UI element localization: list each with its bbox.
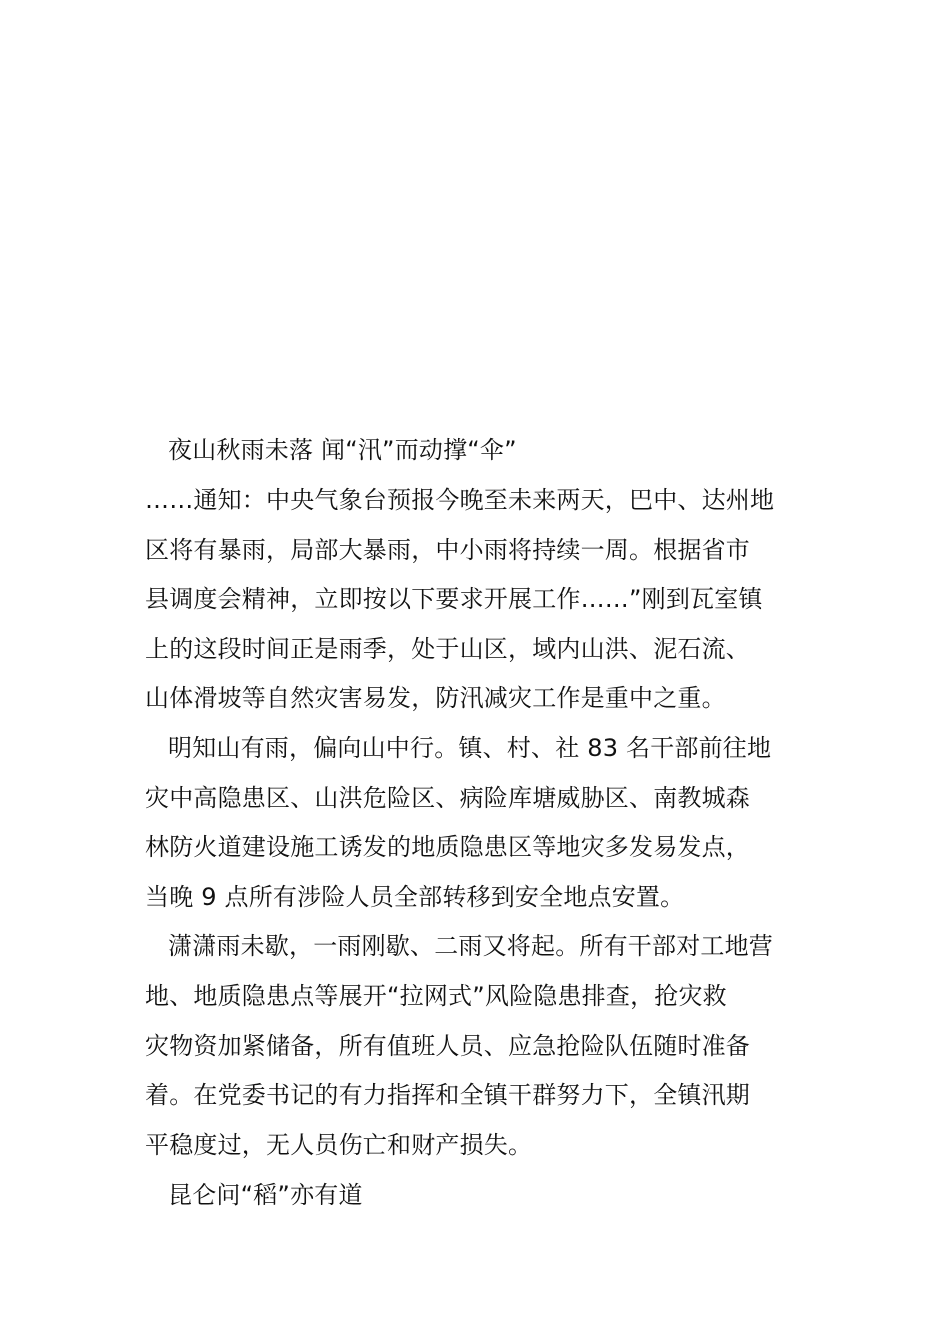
- text-line: 县调度会精神，立即按以下要求开展工作……”刚到瓦室镇: [145, 585, 763, 613]
- text-line: 区将有暴雨，局部大暴雨，中小雨将持续一周。根据省市: [145, 536, 750, 564]
- section-heading-flood: 夜山秋雨未落 闻“汛”而动撑“伞”: [168, 436, 517, 464]
- text-line: ……通知：中央气象台预报今晚至未来两天，巴中、达州地: [145, 486, 775, 514]
- text-line: 灾中高隐患区、山洪危险区、病险库塘威胁区、南教城森: [145, 784, 750, 812]
- text-line: 上的这段时间正是雨季，处于山区，域内山洪、泥石流、: [145, 635, 750, 663]
- text-line: 地、地质隐患点等展开“拉网式”风险隐患排查，抢灾救: [145, 982, 727, 1010]
- paragraph-start: 明知山有雨，偏向山中行。镇、村、社 83 名干部前往地: [168, 734, 772, 762]
- text-line: 林防火道建设施工诱发的地质隐患区等地灾多发易发点，: [145, 833, 750, 861]
- text-line: 灾物资加紧储备，所有值班人员、应急抢险队伍随时准备: [145, 1032, 750, 1060]
- text-line: 平稳度过，无人员伤亡和财产损失。: [145, 1131, 533, 1159]
- text-line: 山体滑坡等自然灾害易发，防汛减灾工作是重中之重。: [145, 684, 726, 712]
- paragraph-start: 潇潇雨未歇，一雨刚歇、二雨又将起。所有干部对工地营: [168, 932, 773, 960]
- text-line: 当晚 9 点所有涉险人员全部转移到安全地点安置。: [145, 883, 685, 911]
- text-line: 着。在党委书记的有力指挥和全镇干群努力下，全镇汛期: [145, 1081, 750, 1109]
- section-heading-rice: 昆仑问“稻”亦有道: [168, 1181, 363, 1209]
